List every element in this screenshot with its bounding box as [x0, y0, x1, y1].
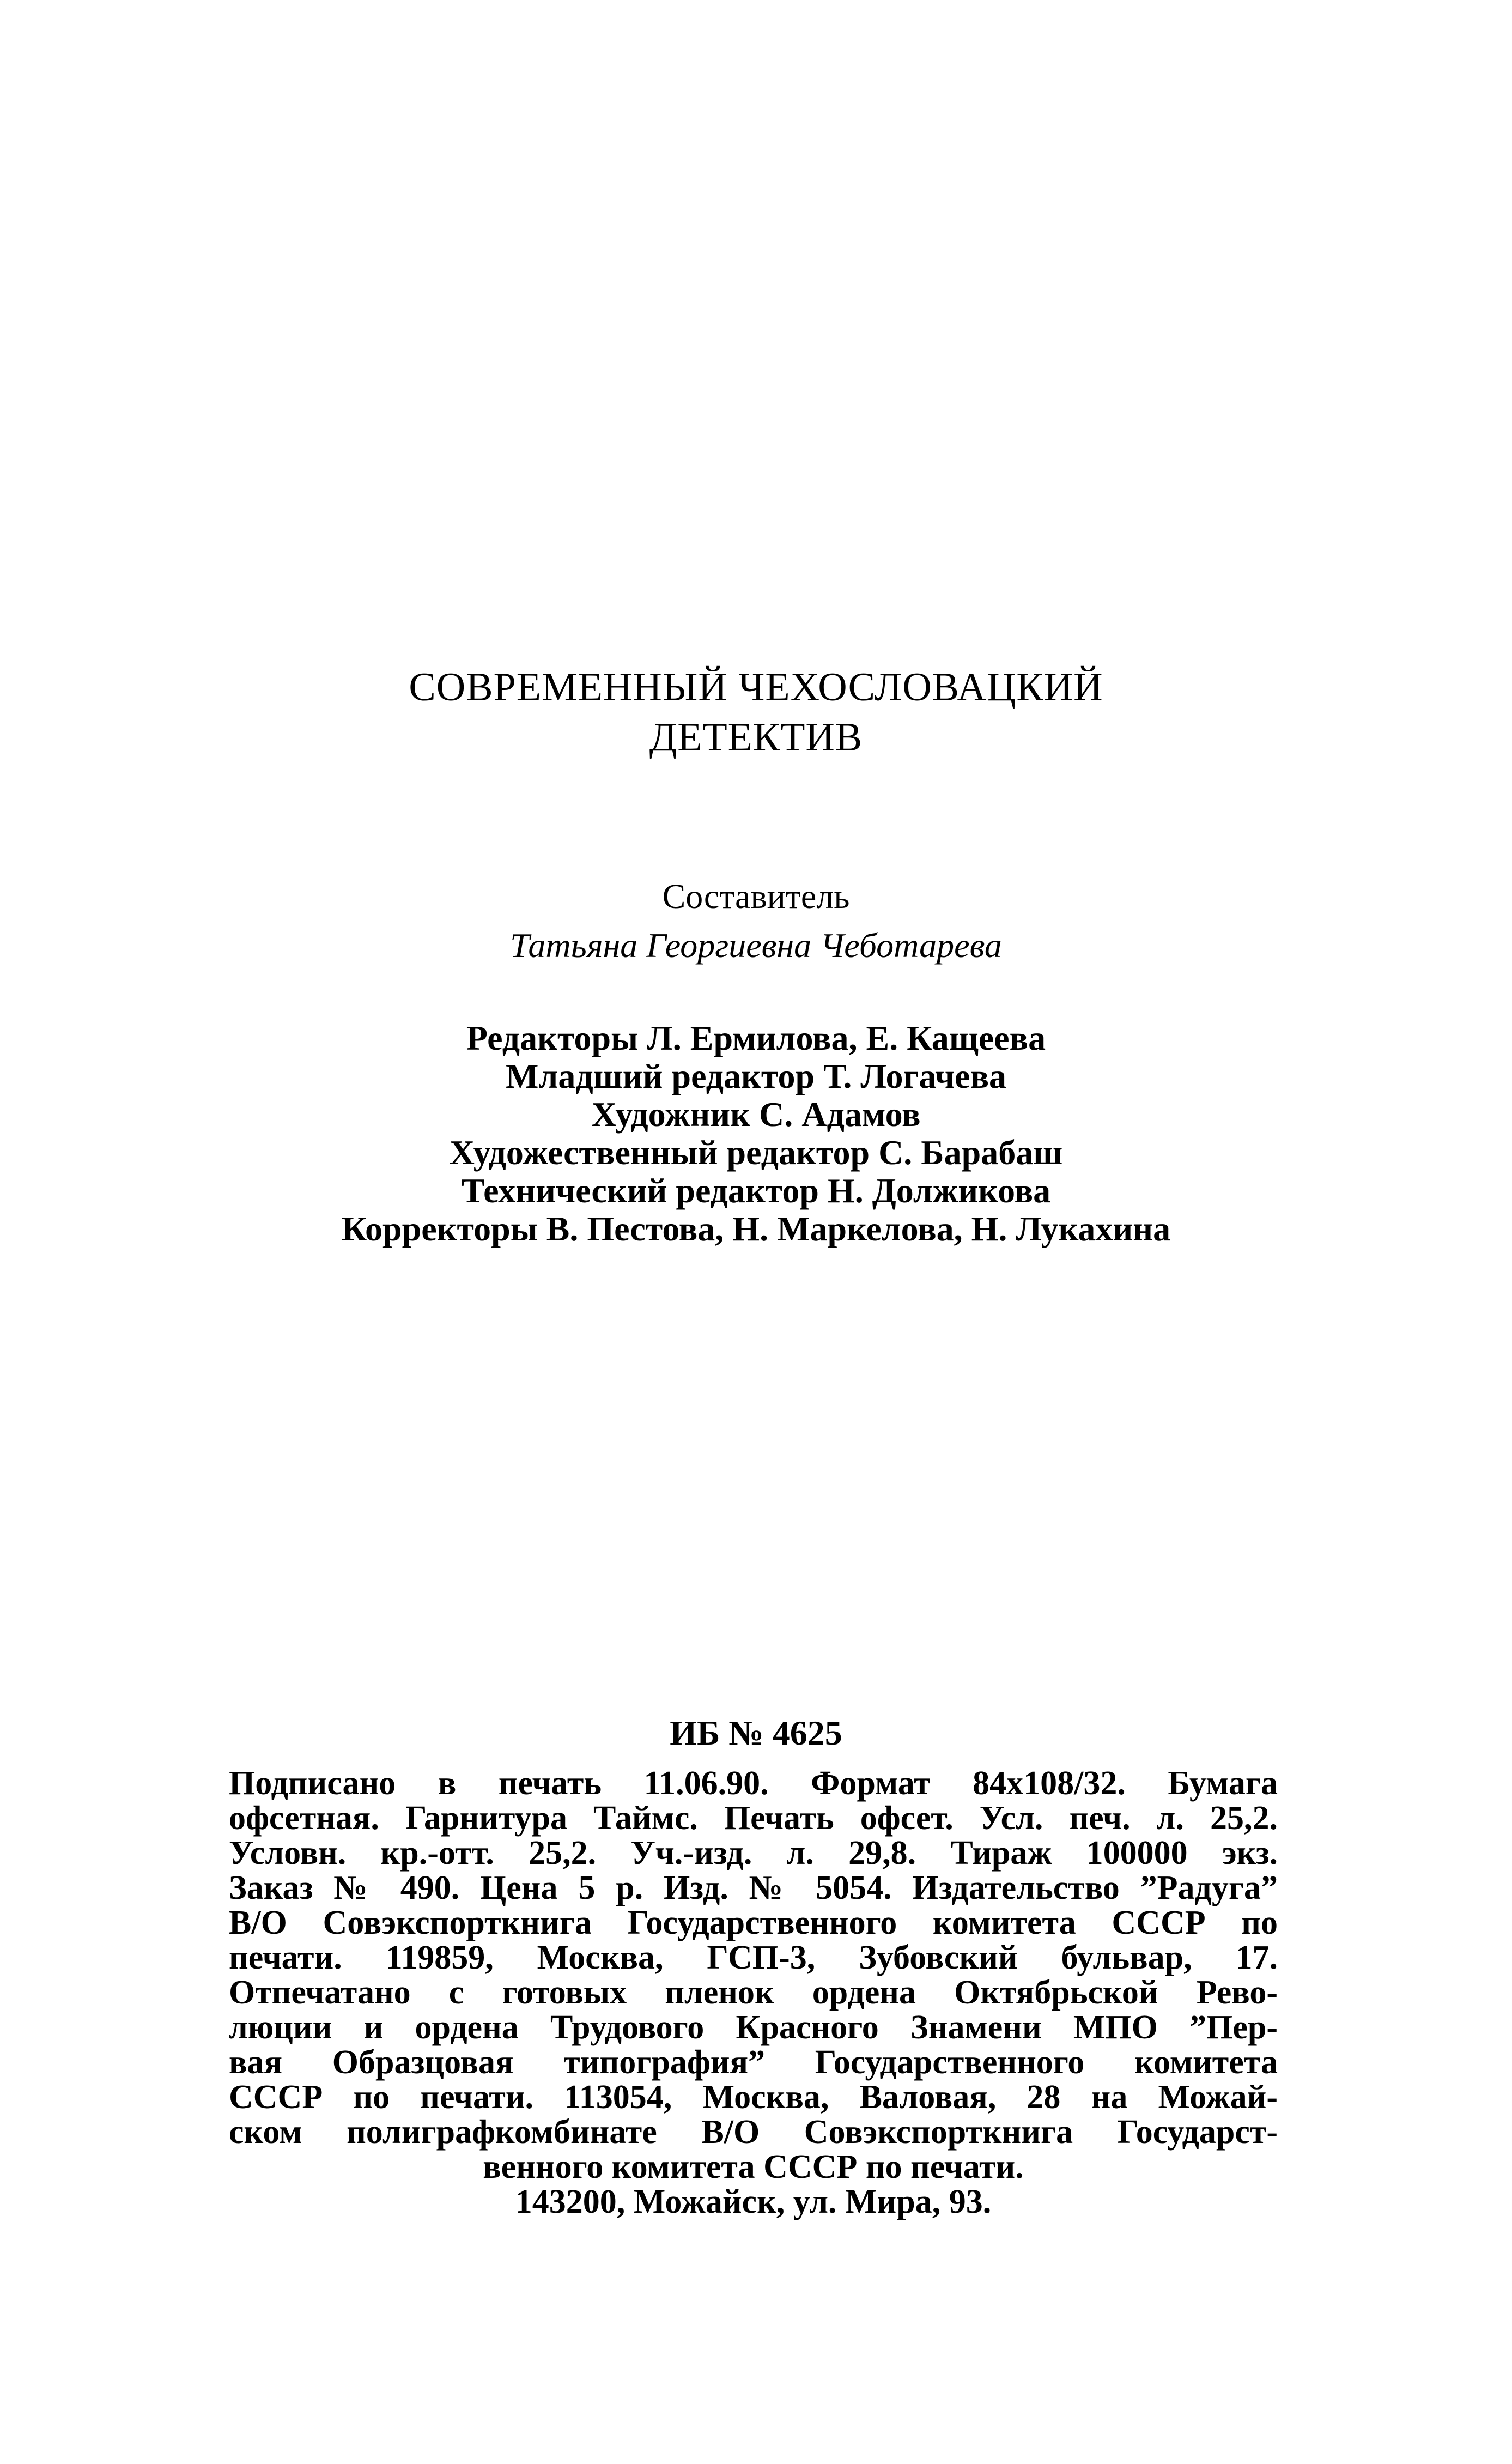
imprint-line: Заказ № 490. Цена 5 р. Изд. № 5054. Издательство ”Радуга” [229, 1869, 1278, 1906]
imprint-line: В/О Совэкспорткнига Государственного комитета СССР по [229, 1904, 1278, 1941]
credits-section [0, 1019, 1512, 1248]
credit-editors: Редакторы Л. Ермилова, Е. Кащеева [466, 1019, 1046, 1057]
imprint-section [229, 1766, 1278, 2219]
imprint-line: офсетная. Гарнитура Таймс. Печать офсет. Усл. печ. л. 25,2. [229, 1800, 1278, 1837]
imprint-line: Отпечатано с готовых пленок ордена Октябрьской Рево- [229, 1974, 1278, 2011]
credit-artist: Художник С. Адамов [591, 1095, 921, 1134]
credit-technical-editor: Технический редактор Н. Должикова [461, 1171, 1051, 1210]
compiler-name: Татьяна Георгиевна Чеботарева [510, 926, 1002, 965]
imprint-line: венного комитета СССР по печати. [483, 2148, 1024, 2185]
imprint-line: люции и ордена Трудового Красного Знамени МПО ”Пер- [229, 2009, 1278, 2046]
book-title-line-2: ДЕТЕКТИВ [649, 715, 863, 760]
imprint-line: вая Образцовая типография” Государственного комитета [229, 2044, 1278, 2081]
imprint-line: ском полиграфкомбинате В/О Совэкспорткнига Государст- [229, 2114, 1278, 2151]
imprint-line: СССР по печати. 113054, Москва, Валовая, 28 на Можай- [229, 2079, 1278, 2116]
credit-proofreaders: Корректоры В. Пестова, Н. Маркелова, Н. Лукахина [341, 1209, 1171, 1248]
imprint-line: 143200, Можайск, ул. Мира, 93. [515, 2183, 992, 2220]
compiler-section [0, 872, 1512, 970]
imprint-line: Подписано в печать 11.06.90. Формат 84х108/32. Бумага [229, 1765, 1278, 1802]
ib-number: ИБ № 4625 [670, 1714, 842, 1752]
compiler-label: Составитель [662, 877, 850, 916]
imprint-line: Условн. кр.-отт. 25,2. Уч.-изд. л. 29,8. Тираж 100000 экз. [229, 1835, 1278, 1872]
imprint-line: печати. 119859, Москва, ГСП-3, Зубовский бульвар, 17. [229, 1939, 1278, 1976]
book-title [0, 662, 1512, 762]
credit-junior-editor: Младший редактор Т. Логачева [506, 1057, 1006, 1095]
credit-art-editor: Художественный редактор С. Барабаш [449, 1133, 1063, 1172]
book-title-line-1: СОВРЕМЕННЫЙ ЧЕХОСЛОВАЦКИЙ [409, 665, 1103, 710]
